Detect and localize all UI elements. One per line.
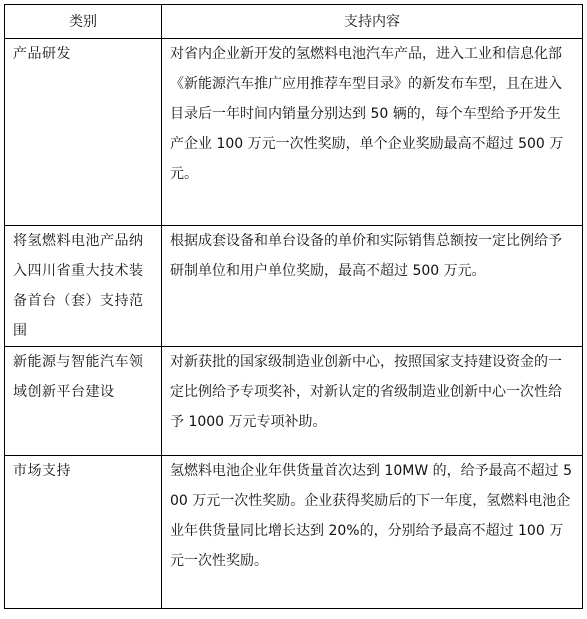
table-row bbox=[5, 226, 583, 347]
content-cell: 氢燃料电池企业年供货量首次达到 10MW 的，给予最高不超过 500 万元一次性奖励。企业获得奖励后的下一年度，氢燃料电池企业年供货量同比增长达到 20%的，分别给予最高不超过 100 万元一次性奖励。 bbox=[162, 456, 583, 609]
header-content: 支持内容 bbox=[162, 5, 583, 39]
category-cell: 将氢燃料电池产品纳入四川省重大技术装备首台（套）支持范围 bbox=[5, 226, 162, 347]
content-cell: 根据成套设备和单台设备的单价和实际销售总额按一定比例给予研制单位和用户单位奖励，最高不超过 500 万元。 bbox=[162, 226, 583, 347]
header-category: 类别 bbox=[5, 5, 162, 39]
table-row bbox=[5, 39, 583, 226]
table-header-row bbox=[5, 5, 583, 39]
content-cell: 对新获批的国家级制造业创新中心，按照国家支持建设资金的一定比例给予专项奖补，对新认定的省级制造业创新中心一次性给予 1000 万元专项补助。 bbox=[162, 347, 583, 456]
policy-support-table bbox=[4, 4, 583, 609]
category-cell: 新能源与智能汽车领域创新平台建设 bbox=[5, 347, 162, 456]
table-row bbox=[5, 456, 583, 609]
category-cell: 产品研发 bbox=[5, 39, 162, 226]
category-cell: 市场支持 bbox=[5, 456, 162, 609]
table-row bbox=[5, 347, 583, 456]
content-cell: 对省内企业新开发的氢燃料电池汽车产品，进入工业和信息化部《新能源汽车推广应用推荐车型目录》的新发布车型，且在进入目录后一年时间内销量分别达到 50 辆的，每个车型给予开发生产企业 100 万元一次性奖励，单个企业奖励最高不超过 500 万元。 bbox=[162, 39, 583, 226]
